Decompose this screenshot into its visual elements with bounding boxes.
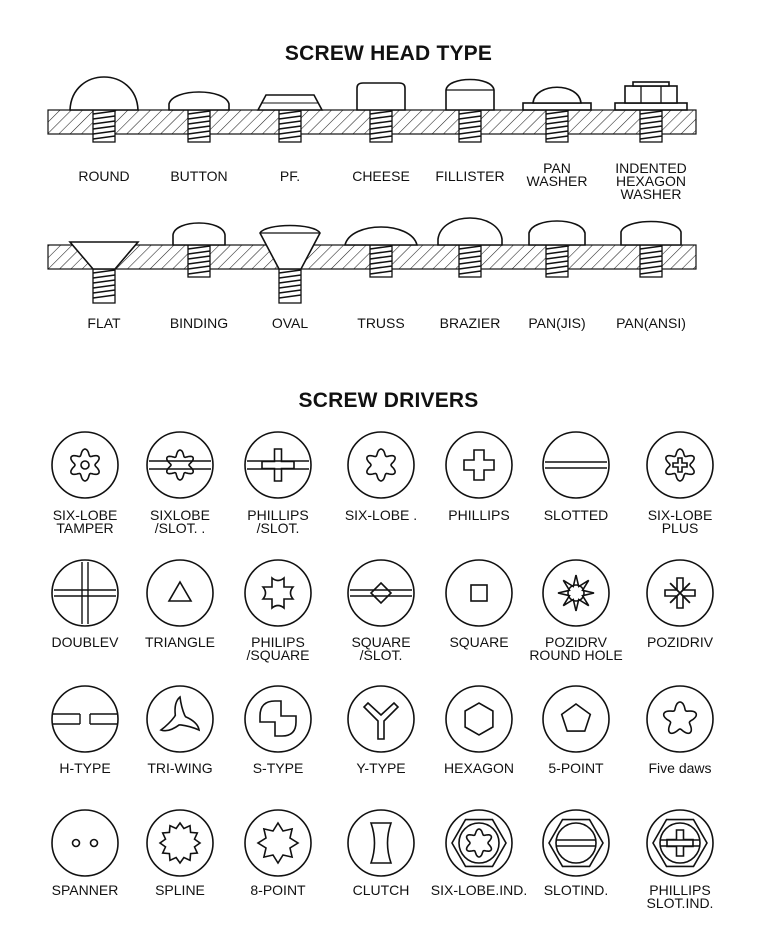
clutch-icon	[348, 810, 414, 876]
driver-label-phillips	[448, 509, 509, 522]
head-label-pan-jis	[528, 317, 585, 330]
driver-label-five-daws-line: Five daws	[648, 760, 712, 776]
head-label-indented-hexagon-washer-line: WASHER	[620, 186, 682, 202]
driver-label-spanner	[52, 884, 119, 897]
driver-label-phillips-slot-line: /SLOT.	[256, 520, 300, 536]
head-label-fillister-line: FILLISTER	[435, 168, 505, 184]
head-label-button	[170, 170, 227, 183]
driver-row-2	[52, 560, 713, 626]
head-label-indented-hexagon-washer-line: HEXAGON	[615, 173, 686, 189]
driver-label-doublev-line: DOUBLEV	[51, 634, 119, 650]
head-label-oval	[272, 317, 308, 330]
driver-label-square-slot-line: /SLOT.	[359, 647, 403, 663]
driver-label-triangle	[145, 636, 215, 649]
driver-label-pozidriv	[647, 636, 713, 649]
head-label-pan-washer-line: PAN	[543, 160, 571, 176]
pozidriv-icon	[647, 560, 713, 626]
driver-label-phillips-slot-line: PHILLIPS	[247, 507, 309, 523]
head-label-truss	[357, 317, 404, 330]
head-label-truss-line: TRUSS	[357, 315, 405, 331]
six-lobe-tamper-icon	[52, 432, 118, 498]
drivers-title: SCREW DRIVERS	[298, 389, 479, 412]
driver-label-h-type-line: H-TYPE	[59, 760, 111, 776]
five-daws-icon	[647, 686, 713, 752]
head-label-pf-line: PF.	[279, 168, 301, 184]
driver-label-pozidriv-line: POZIDRIV	[646, 634, 714, 650]
slotted-icon	[543, 432, 609, 498]
driver-label-hexagon-line: HEXAGON	[443, 760, 515, 776]
spanner-icon	[52, 810, 118, 876]
head-types-section	[48, 77, 696, 303]
driver-label-six-lobe-ind-line: SIX-LOBE.IND.	[430, 882, 528, 898]
driver-label-s-type-line: S-TYPE	[252, 760, 304, 776]
driver-label-six-lobe-plus-line: PLUS	[661, 520, 699, 536]
head-label-indented-hexagon-washer-line: INDENTED	[615, 160, 687, 176]
head-label-round	[78, 170, 129, 183]
driver-row-4	[52, 810, 713, 876]
driver-label-5-point-line: 5-POINT	[548, 760, 604, 776]
driver-label-six-lobe	[345, 509, 417, 522]
driver-label-spanner-line: SPANNER	[51, 882, 119, 898]
head-label-pf	[280, 170, 300, 183]
head-row1	[48, 77, 696, 142]
driver-label-pozidrv-round-hole-line: POZIDRV	[545, 634, 607, 650]
driver-label-pozidrv-round-hole	[529, 636, 622, 662]
driver-label-8-point	[250, 884, 305, 897]
slotind-icon	[543, 810, 609, 876]
six-lobe-plus-icon	[647, 432, 713, 498]
head-label-pan-washer	[527, 162, 588, 188]
head-label-cheese-line: CHEESE	[352, 168, 410, 184]
sixlobe-slot-icon	[147, 432, 213, 498]
head-label-pan-ansi-line: PAN(ANSI)	[616, 315, 686, 331]
driver-label-square	[449, 636, 508, 649]
driver-label-square-slot	[351, 636, 410, 662]
driver-label-five-daws	[648, 762, 711, 775]
head-label-indented-hexagon-washer	[615, 162, 687, 201]
head-label-binding	[170, 317, 228, 330]
driver-label-triangle-line: TRIANGLE	[144, 634, 216, 650]
head-label-flat-line: FLAT	[87, 315, 121, 331]
head-label-oval-line: OVAL	[271, 315, 309, 331]
driver-label-y-type	[356, 762, 405, 775]
driver-label-tri-wing	[147, 762, 212, 775]
head-label-round-line: ROUND	[78, 168, 130, 184]
driver-label-phillips-slot-ind-line: PHILLIPS	[649, 882, 711, 898]
8-point-icon	[245, 810, 311, 876]
driver-label-phillips-slot-ind	[647, 884, 714, 910]
driver-label-six-lobe-tamper-line: TAMPER	[56, 520, 114, 536]
square-slot-icon	[348, 560, 414, 626]
driver-label-s-type	[253, 762, 304, 775]
doublev-icon	[52, 560, 118, 626]
driver-label-slotind-line: SLOTIND.	[543, 882, 609, 898]
driver-label-square-line: SQUARE	[449, 634, 509, 650]
phillips-icon	[446, 432, 512, 498]
driver-label-sixlobe-slot-line: SIXLOBE	[150, 507, 210, 523]
driver-label-philips-square-line: /SQUARE	[246, 647, 310, 663]
triangle-icon	[147, 560, 213, 626]
driver-row-1	[52, 432, 713, 498]
philips-square-icon	[245, 560, 311, 626]
head-label-binding-line: BINDING	[169, 315, 229, 331]
pozidrv-round-hole-icon	[543, 560, 609, 626]
driver-label-clutch	[353, 884, 410, 897]
5-point-icon	[543, 686, 609, 752]
head-label-pan-washer-line: WASHER	[526, 173, 588, 189]
phillips-slot-ind-icon	[647, 810, 713, 876]
h-type-icon	[52, 686, 118, 752]
driver-label-pozidrv-round-hole-line: ROUND HOLE	[529, 647, 623, 663]
driver-label-phillips-slot-ind-line: SLOT.IND.	[646, 895, 714, 911]
spline-icon	[147, 810, 213, 876]
driver-label-philips-square	[246, 636, 309, 662]
six-lobe-icon	[348, 432, 414, 498]
driver-label-slotted	[544, 509, 609, 522]
driver-label-y-type-line: Y-TYPE	[356, 760, 406, 776]
head-label-button-line: BUTTON	[170, 168, 228, 184]
driver-label-slotted-line: SLOTTED	[543, 507, 609, 523]
driver-label-sixlobe-slot	[150, 509, 210, 535]
head-label-brazier-line: BRAZIER	[439, 315, 501, 331]
driver-label-spline	[155, 884, 205, 897]
square-icon	[446, 560, 512, 626]
phillips-slot-icon	[245, 432, 311, 498]
driver-label-8-point-line: 8-POINT	[250, 882, 306, 898]
driver-label-phillips-slot	[247, 509, 308, 535]
head-label-fillister	[435, 170, 504, 183]
head-label-pan-jis-line: PAN(JIS)	[528, 315, 586, 331]
driver-label-six-lobe-tamper	[53, 509, 118, 535]
driver-label-sixlobe-slot-line: /SLOT. .	[154, 520, 206, 536]
head-label-cheese	[352, 170, 410, 183]
driver-label-square-slot-line: SQUARE	[351, 634, 411, 650]
driver-label-six-lobe-line: SIX-LOBE .	[344, 507, 418, 523]
driver-label-six-lobe-ind	[431, 884, 527, 897]
head-label-pan-ansi	[616, 317, 686, 330]
tri-wing-icon	[147, 686, 213, 752]
y-type-icon	[348, 686, 414, 752]
head-label-flat	[87, 317, 120, 330]
driver-label-5-point	[548, 762, 603, 775]
driver-label-philips-square-line: PHILIPS	[251, 634, 305, 650]
driver-row-3	[52, 686, 713, 752]
head-types-title: SCREW HEAD TYPE	[284, 42, 493, 65]
screw-flat	[70, 242, 138, 303]
hexagon-icon	[446, 686, 512, 752]
driver-label-slotind	[544, 884, 609, 897]
six-lobe-ind-icon	[446, 810, 512, 876]
head-row2	[48, 218, 696, 303]
driver-label-tri-wing-line: TRI-WING	[147, 760, 213, 776]
driver-label-six-lobe-tamper-line: SIX-LOBE	[52, 507, 118, 523]
driver-label-clutch-line: CLUTCH	[352, 882, 410, 898]
s-type-icon	[245, 686, 311, 752]
driver-label-six-lobe-plus-line: SIX-LOBE	[647, 507, 713, 523]
driver-label-doublev	[52, 636, 119, 649]
driver-label-phillips-line: PHILLIPS	[448, 507, 510, 523]
driver-label-six-lobe-plus	[648, 509, 713, 535]
driver-label-h-type	[59, 762, 110, 775]
driver-label-hexagon	[444, 762, 514, 775]
head-label-brazier	[440, 317, 501, 330]
driver-label-spline-line: SPLINE	[155, 882, 205, 898]
